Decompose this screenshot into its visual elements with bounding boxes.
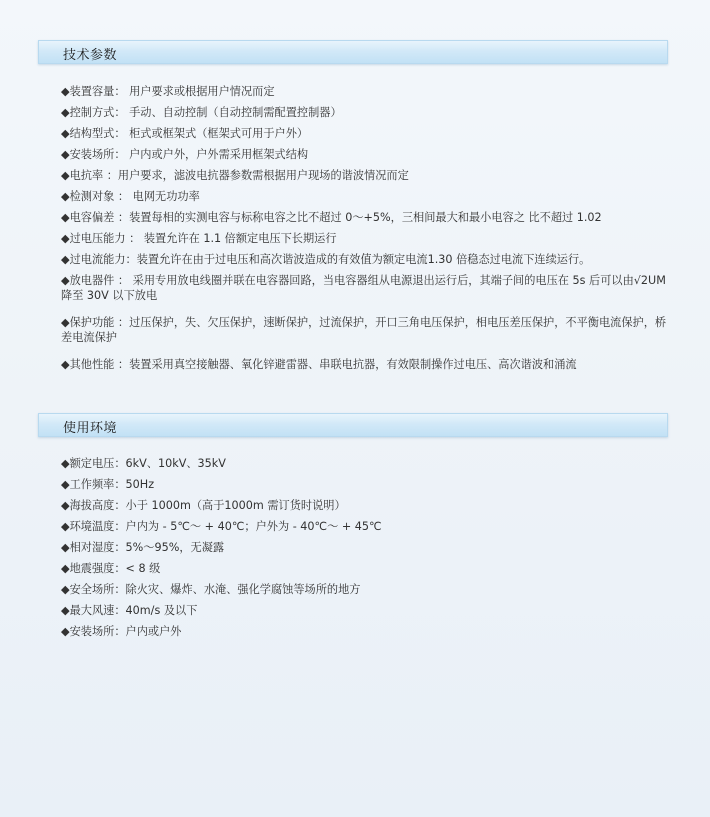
spec-item-overcurrent: ◆过电流能力：装置允许在由于过电压和高次谐波造成的有效值为额定电流1.30 倍稳态过电流下连续运行。 [61, 253, 591, 266]
section-header-tech-params [38, 40, 668, 64]
spec-item-protection: ◆保护功能 ：过压保护，失、欠压保护，速断保护，过流保护，开口三角电压保护，相电压差压保护，不平衡电流保护，桥差电流保护 [61, 316, 667, 344]
env-item-altitude: ◆海拔高度：小于 1000m（高于1000m 需订货时说明） [61, 499, 346, 512]
spec-item-other: ◆其他性能 ：装置采用真空接触器、氧化锌避雷器、串联电抗器，有效限制操作过电压、高次谐波和涌流 [61, 358, 577, 371]
spec-item-install-site: ◆安装场所： 户内或户外，户外需采用框架式结构 [61, 148, 309, 161]
section-header-environment [38, 413, 668, 437]
env-item-temperature: ◆环境温度：户内为 - 5℃～ + 40℃；户外为 - 40℃～ + 45℃ [61, 520, 382, 533]
env-item-frequency: ◆工作频率：50Hz [61, 478, 155, 491]
env-item-safety-site: ◆安全场所：除火灾、爆炸、水淹、强化学腐蚀等场所的地方 [61, 583, 361, 596]
env-item-install-site: ◆安装场所：户内或户外 [61, 625, 182, 638]
spec-item-reactance: ◆电抗率 ：用户要求，滤波电抗器参数需根据用户现场的谐波情况而定 [61, 169, 409, 182]
spec-item-capacity: ◆装置容量： 用户要求或根据用户情况而定 [61, 85, 275, 98]
spec-item-overvoltage: ◆过电压能力 ： 装置允许在 1.1 倍额定电压下长期运行 [61, 232, 337, 245]
section-title: 使用环境 [63, 421, 118, 436]
spec-item-control-mode: ◆控制方式： 手动、自动控制（自动控制需配置控制器） [61, 106, 342, 119]
spec-item-detection: ◆检测对象 ： 电网无功功率 [61, 190, 200, 203]
env-item-humidity: ◆相对湿度：5%～95%，无凝露 [61, 541, 225, 554]
spec-item-capacitance-deviation: ◆电容偏差 ：装置每相的实测电容与标称电容之比不超过 0～+5%，三相间最大和最小电容之 比不超过 1.02 [61, 211, 602, 224]
spec-item-structure: ◆结构型式： 柜式或框架式（框架式可用于户外） [61, 127, 309, 140]
env-item-wind-speed: ◆最大风速：40m/s 及以下 [61, 604, 198, 617]
section-title: 技术参数 [63, 48, 118, 63]
env-item-seismic: ◆地震强度：< 8 级 [61, 562, 161, 575]
spec-item-discharge: ◆放电器件 ： 采用专用放电线圈并联在电容器回路，当电容器组从电源退出运行后，其端子间的电压在 5s 后可以由√2UM 降至 30V 以下放电 [61, 274, 666, 302]
env-item-rated-voltage: ◆额定电压：6kV、10kV、35kV [61, 457, 226, 470]
